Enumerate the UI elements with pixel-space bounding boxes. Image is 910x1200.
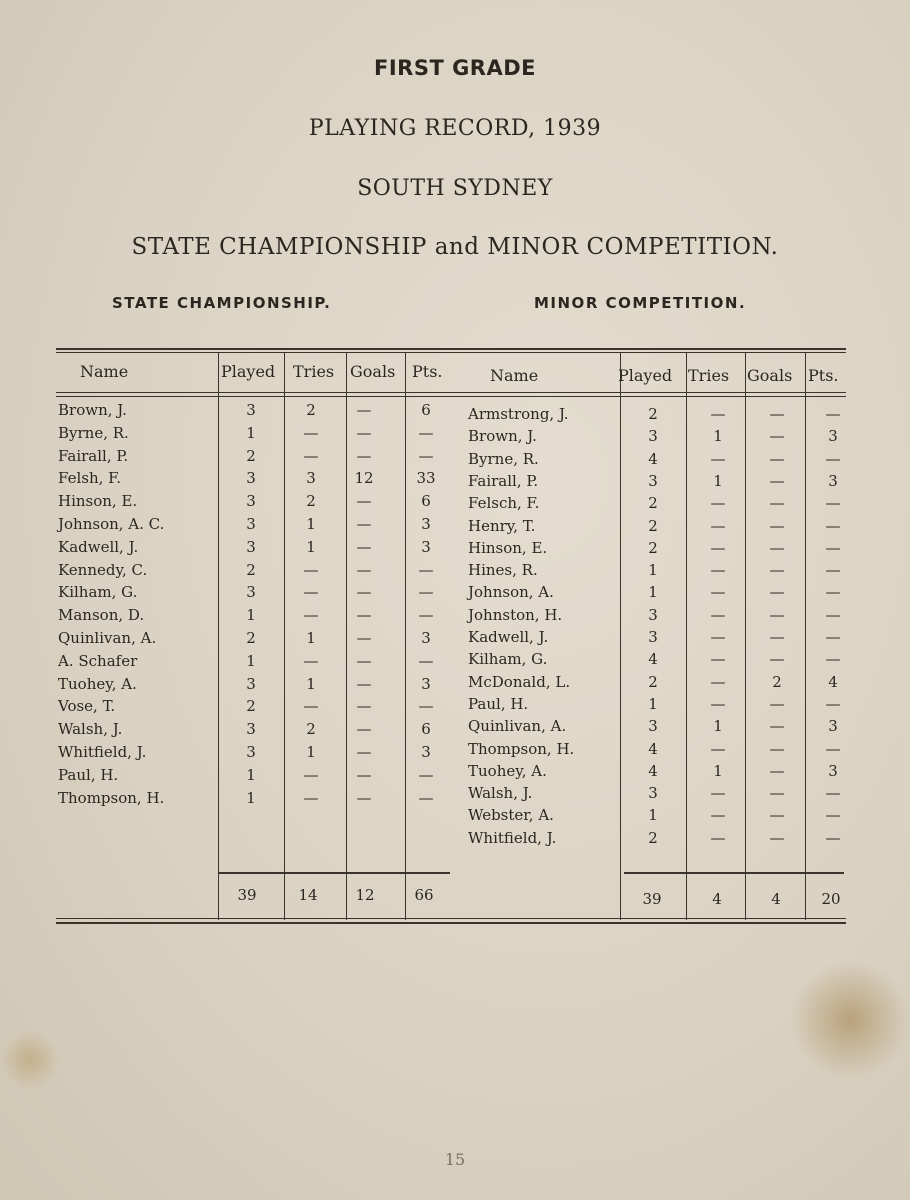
row-tries: —	[710, 784, 726, 803]
row-played: 2	[246, 446, 256, 465]
row-goals: —	[356, 401, 372, 419]
row-tries: —	[303, 560, 319, 579]
row-goals: —	[356, 606, 372, 625]
row-tries: 2	[306, 492, 316, 511]
row-goals: 2	[772, 672, 782, 691]
row-pts: 3	[421, 674, 431, 693]
club-heading: SOUTH SYDNEY	[357, 176, 553, 201]
row-tries: 1	[306, 743, 316, 761]
row-pts: —	[825, 605, 841, 624]
row-played: 3	[246, 674, 256, 693]
row-name: Johnston, H.	[468, 605, 563, 624]
row-pts: 3	[828, 761, 838, 780]
row-tries: —	[303, 788, 319, 807]
row-name: Tuohey, A.	[468, 761, 547, 780]
total-goals: 12	[355, 886, 375, 904]
row-goals: —	[356, 492, 372, 511]
column-divider	[686, 352, 687, 920]
row-tries: —	[710, 650, 726, 669]
row-name: Kennedy, C.	[58, 560, 148, 579]
total-played: 39	[237, 886, 257, 904]
row-played: 3	[648, 628, 658, 646]
row-tries: —	[710, 806, 726, 825]
header-pts: Pts.	[412, 362, 443, 381]
table-bottom-rule	[56, 922, 846, 924]
row-pts: 4	[828, 672, 838, 691]
row-pts: —	[825, 561, 841, 580]
grade-heading: FIRST GRADE	[373, 56, 537, 80]
row-played: 3	[648, 717, 658, 736]
row-pts: 3	[828, 471, 838, 490]
row-played: 3	[246, 537, 256, 556]
row-tries: —	[710, 538, 726, 557]
row-played: 2	[648, 494, 658, 513]
row-tries: 1	[306, 629, 316, 647]
total-tries: 4	[712, 890, 722, 908]
row-pts: 3	[421, 537, 431, 556]
row-played: 4	[648, 761, 658, 780]
row-goals: —	[356, 423, 372, 442]
column-divider	[620, 352, 621, 920]
table-bottom-rule	[56, 918, 846, 919]
row-tries: —	[710, 494, 726, 513]
row-played: 3	[648, 427, 658, 446]
row-goals: —	[356, 651, 372, 670]
row-played: 1	[246, 606, 256, 625]
row-tries: —	[710, 449, 726, 468]
row-name: Tuohey, A.	[58, 674, 137, 693]
row-tries: 2	[306, 720, 316, 739]
row-name: Walsh, J.	[58, 720, 123, 739]
header-name: Name	[80, 362, 129, 381]
row-goals: —	[356, 629, 372, 647]
row-played: 1	[246, 651, 256, 670]
row-played: 4	[648, 449, 658, 468]
row-name: Walsh, J.	[468, 784, 533, 803]
row-played: 2	[648, 538, 658, 557]
total-pts: 66	[414, 886, 434, 904]
total-tries: 14	[298, 886, 318, 904]
row-name: Hinson, E.	[468, 538, 548, 557]
totals-rule-right	[624, 872, 844, 874]
row-pts: 6	[421, 492, 431, 511]
row-pts: —	[825, 784, 841, 803]
minor-competition-subheading: MINOR COMPETITION.	[534, 294, 747, 312]
row-pts: 3	[421, 515, 431, 533]
paper-stain	[790, 960, 910, 1080]
row-played: 1	[246, 788, 256, 807]
row-played: 1	[648, 561, 658, 580]
page-number: 15	[444, 1150, 466, 1169]
row-goals: —	[769, 784, 785, 803]
row-goals: 12	[354, 469, 374, 488]
row-name: Byrne, R.	[58, 423, 129, 442]
row-tries: 1	[306, 515, 316, 533]
row-pts: —	[825, 405, 841, 423]
row-name: Felsh, F.	[58, 469, 121, 488]
row-pts: —	[418, 560, 434, 579]
total-goals: 4	[771, 890, 781, 908]
row-pts: —	[825, 494, 841, 513]
row-pts: —	[418, 583, 434, 602]
row-name: Kilham, G.	[468, 650, 548, 669]
row-name: McDonald, L.	[468, 672, 571, 691]
row-played: 3	[648, 784, 658, 803]
row-goals: —	[769, 650, 785, 669]
column-divider	[805, 352, 806, 920]
row-goals: —	[769, 605, 785, 624]
row-played: 3	[246, 492, 256, 511]
row-tries: 1	[713, 427, 723, 446]
row-goals: —	[356, 788, 372, 807]
column-divider	[218, 352, 219, 920]
row-pts: —	[825, 739, 841, 758]
row-goals: —	[769, 538, 785, 557]
row-name: Manson, D.	[58, 606, 145, 625]
row-tries: —	[303, 765, 319, 784]
row-name: Brown, J.	[58, 401, 127, 419]
row-pts: —	[825, 516, 841, 535]
row-goals: —	[769, 449, 785, 468]
row-goals: —	[769, 717, 785, 736]
row-played: 1	[246, 423, 256, 442]
row-goals: —	[356, 720, 372, 739]
row-played: 1	[648, 583, 658, 602]
row-played: 2	[246, 560, 256, 579]
column-divider	[745, 352, 746, 920]
header-tries: Tries	[293, 362, 335, 381]
row-goals: —	[769, 739, 785, 758]
row-pts: 3	[828, 717, 838, 736]
row-pts: 33	[416, 469, 436, 488]
row-name: Paul, H.	[58, 765, 119, 784]
header-name: Name	[490, 366, 539, 385]
row-goals: —	[769, 761, 785, 780]
row-played: 2	[648, 828, 658, 847]
row-goals: —	[356, 537, 372, 556]
row-tries: 1	[306, 674, 316, 693]
row-pts: —	[825, 650, 841, 669]
row-tries: 2	[306, 401, 316, 419]
row-pts: —	[418, 606, 434, 625]
row-pts: —	[825, 538, 841, 557]
row-tries: —	[303, 446, 319, 465]
row-goals: —	[769, 427, 785, 446]
row-goals: —	[769, 561, 785, 580]
header-pts: Pts.	[808, 366, 839, 385]
row-name: Paul, H.	[468, 694, 529, 713]
row-tries: —	[710, 694, 726, 713]
header-rule	[56, 396, 846, 397]
row-pts: —	[825, 628, 841, 646]
row-name: Quinlivan, A.	[58, 629, 157, 647]
row-name: Whitfield, J.	[468, 828, 557, 847]
row-tries: —	[303, 651, 319, 670]
row-tries: —	[303, 697, 319, 716]
row-name: Henry, T.	[468, 516, 536, 535]
row-played: 1	[246, 765, 256, 784]
state-championship-subheading: STATE CHAMPIONSHIP.	[112, 294, 332, 312]
table-top-rule	[56, 352, 846, 353]
row-pts: —	[418, 788, 434, 807]
row-pts: —	[825, 583, 841, 602]
row-name: Vose, T.	[58, 697, 116, 716]
row-goals: —	[769, 694, 785, 713]
row-pts: 3	[421, 629, 431, 647]
row-played: 2	[246, 629, 256, 647]
row-tries: —	[710, 516, 726, 535]
row-played: 3	[246, 743, 256, 761]
row-name: Fairall, P.	[468, 471, 539, 490]
row-played: 2	[246, 697, 256, 716]
row-goals: —	[769, 405, 785, 423]
header-tries: Tries	[688, 366, 730, 385]
row-goals: —	[356, 697, 372, 716]
row-played: 3	[246, 583, 256, 602]
row-tries: 3	[306, 469, 316, 488]
row-name: Byrne, R.	[468, 449, 539, 468]
row-pts: 6	[421, 401, 431, 419]
row-name: Kadwell, J.	[58, 537, 139, 556]
row-pts: —	[825, 806, 841, 825]
row-goals: —	[356, 765, 372, 784]
paper-stain	[0, 1030, 60, 1090]
row-goals: —	[769, 516, 785, 535]
row-tries: —	[710, 828, 726, 847]
row-name: Felsch, F.	[468, 494, 540, 513]
row-name: Whitfield, J.	[58, 743, 147, 761]
row-played: 2	[648, 516, 658, 535]
row-goals: —	[769, 628, 785, 646]
totals-rule-left	[218, 872, 450, 874]
row-tries: —	[710, 405, 726, 423]
row-goals: —	[769, 494, 785, 513]
column-divider	[284, 352, 285, 920]
row-played: 3	[648, 471, 658, 490]
row-name: Kilham, G.	[58, 583, 138, 602]
row-played: 2	[648, 672, 658, 691]
table-top-rule	[56, 348, 846, 350]
row-played: 2	[648, 405, 658, 423]
row-name: Kadwell, J.	[468, 628, 549, 646]
row-pts: 6	[421, 720, 431, 739]
row-tries: —	[303, 606, 319, 625]
row-goals: —	[356, 674, 372, 693]
row-tries: 1	[713, 761, 723, 780]
row-played: 4	[648, 739, 658, 758]
row-pts: —	[418, 765, 434, 784]
row-goals: —	[356, 583, 372, 602]
row-goals: —	[356, 515, 372, 533]
row-played: 1	[648, 806, 658, 825]
row-tries: —	[303, 583, 319, 602]
row-tries: 1	[306, 537, 316, 556]
row-pts: —	[418, 423, 434, 442]
header-goals: Goals	[350, 362, 396, 381]
row-pts: 3	[421, 743, 431, 761]
row-goals: —	[769, 806, 785, 825]
row-name: Hines, R.	[468, 561, 538, 580]
row-goals: —	[769, 471, 785, 490]
row-played: 3	[648, 605, 658, 624]
row-pts: —	[825, 694, 841, 713]
header-rule	[56, 392, 846, 393]
row-played: 3	[246, 401, 256, 419]
row-tries: —	[303, 423, 319, 442]
total-played: 39	[642, 890, 662, 908]
row-pts: —	[825, 828, 841, 847]
row-tries: —	[710, 739, 726, 758]
row-played: 3	[246, 720, 256, 739]
row-goals: —	[769, 828, 785, 847]
row-name: Hinson, E.	[58, 492, 138, 511]
row-name: Fairall, P.	[58, 446, 129, 465]
row-played: 1	[648, 694, 658, 713]
row-name: Johnson, A.	[468, 583, 554, 602]
header-played: Played	[618, 366, 673, 385]
row-name: Thompson, H.	[468, 739, 575, 758]
row-tries: —	[710, 672, 726, 691]
row-pts: —	[418, 697, 434, 716]
row-pts: —	[418, 651, 434, 670]
row-tries: —	[710, 561, 726, 580]
row-goals: —	[356, 560, 372, 579]
row-goals: —	[356, 446, 372, 465]
header-goals: Goals	[747, 366, 793, 385]
record-heading: PLAYING RECORD, 1939	[308, 116, 602, 141]
row-name: Quinlivan, A.	[468, 717, 567, 736]
row-tries: —	[710, 605, 726, 624]
row-goals: —	[769, 583, 785, 602]
row-name: Johnson, A. C.	[58, 515, 165, 533]
row-name: A. Schafer	[58, 651, 138, 670]
row-tries: 1	[713, 717, 723, 736]
row-tries: —	[710, 628, 726, 646]
row-tries: —	[710, 583, 726, 602]
row-pts: —	[418, 446, 434, 465]
row-tries: 1	[713, 471, 723, 490]
row-name: Armstrong, J.	[468, 405, 569, 423]
row-played: 4	[648, 650, 658, 669]
competitions-heading: STATE CHAMPIONSHIP and MINOR COMPETITION.	[131, 234, 779, 260]
row-goals: —	[356, 743, 372, 761]
row-played: 3	[246, 469, 256, 488]
row-pts: —	[825, 449, 841, 468]
row-name: Webster, A.	[468, 806, 554, 825]
row-name: Brown, J.	[468, 427, 537, 446]
header-played: Played	[221, 362, 276, 381]
row-played: 3	[246, 515, 256, 533]
total-pts: 20	[821, 890, 841, 908]
row-pts: 3	[828, 427, 838, 446]
row-name: Thompson, H.	[58, 788, 165, 807]
